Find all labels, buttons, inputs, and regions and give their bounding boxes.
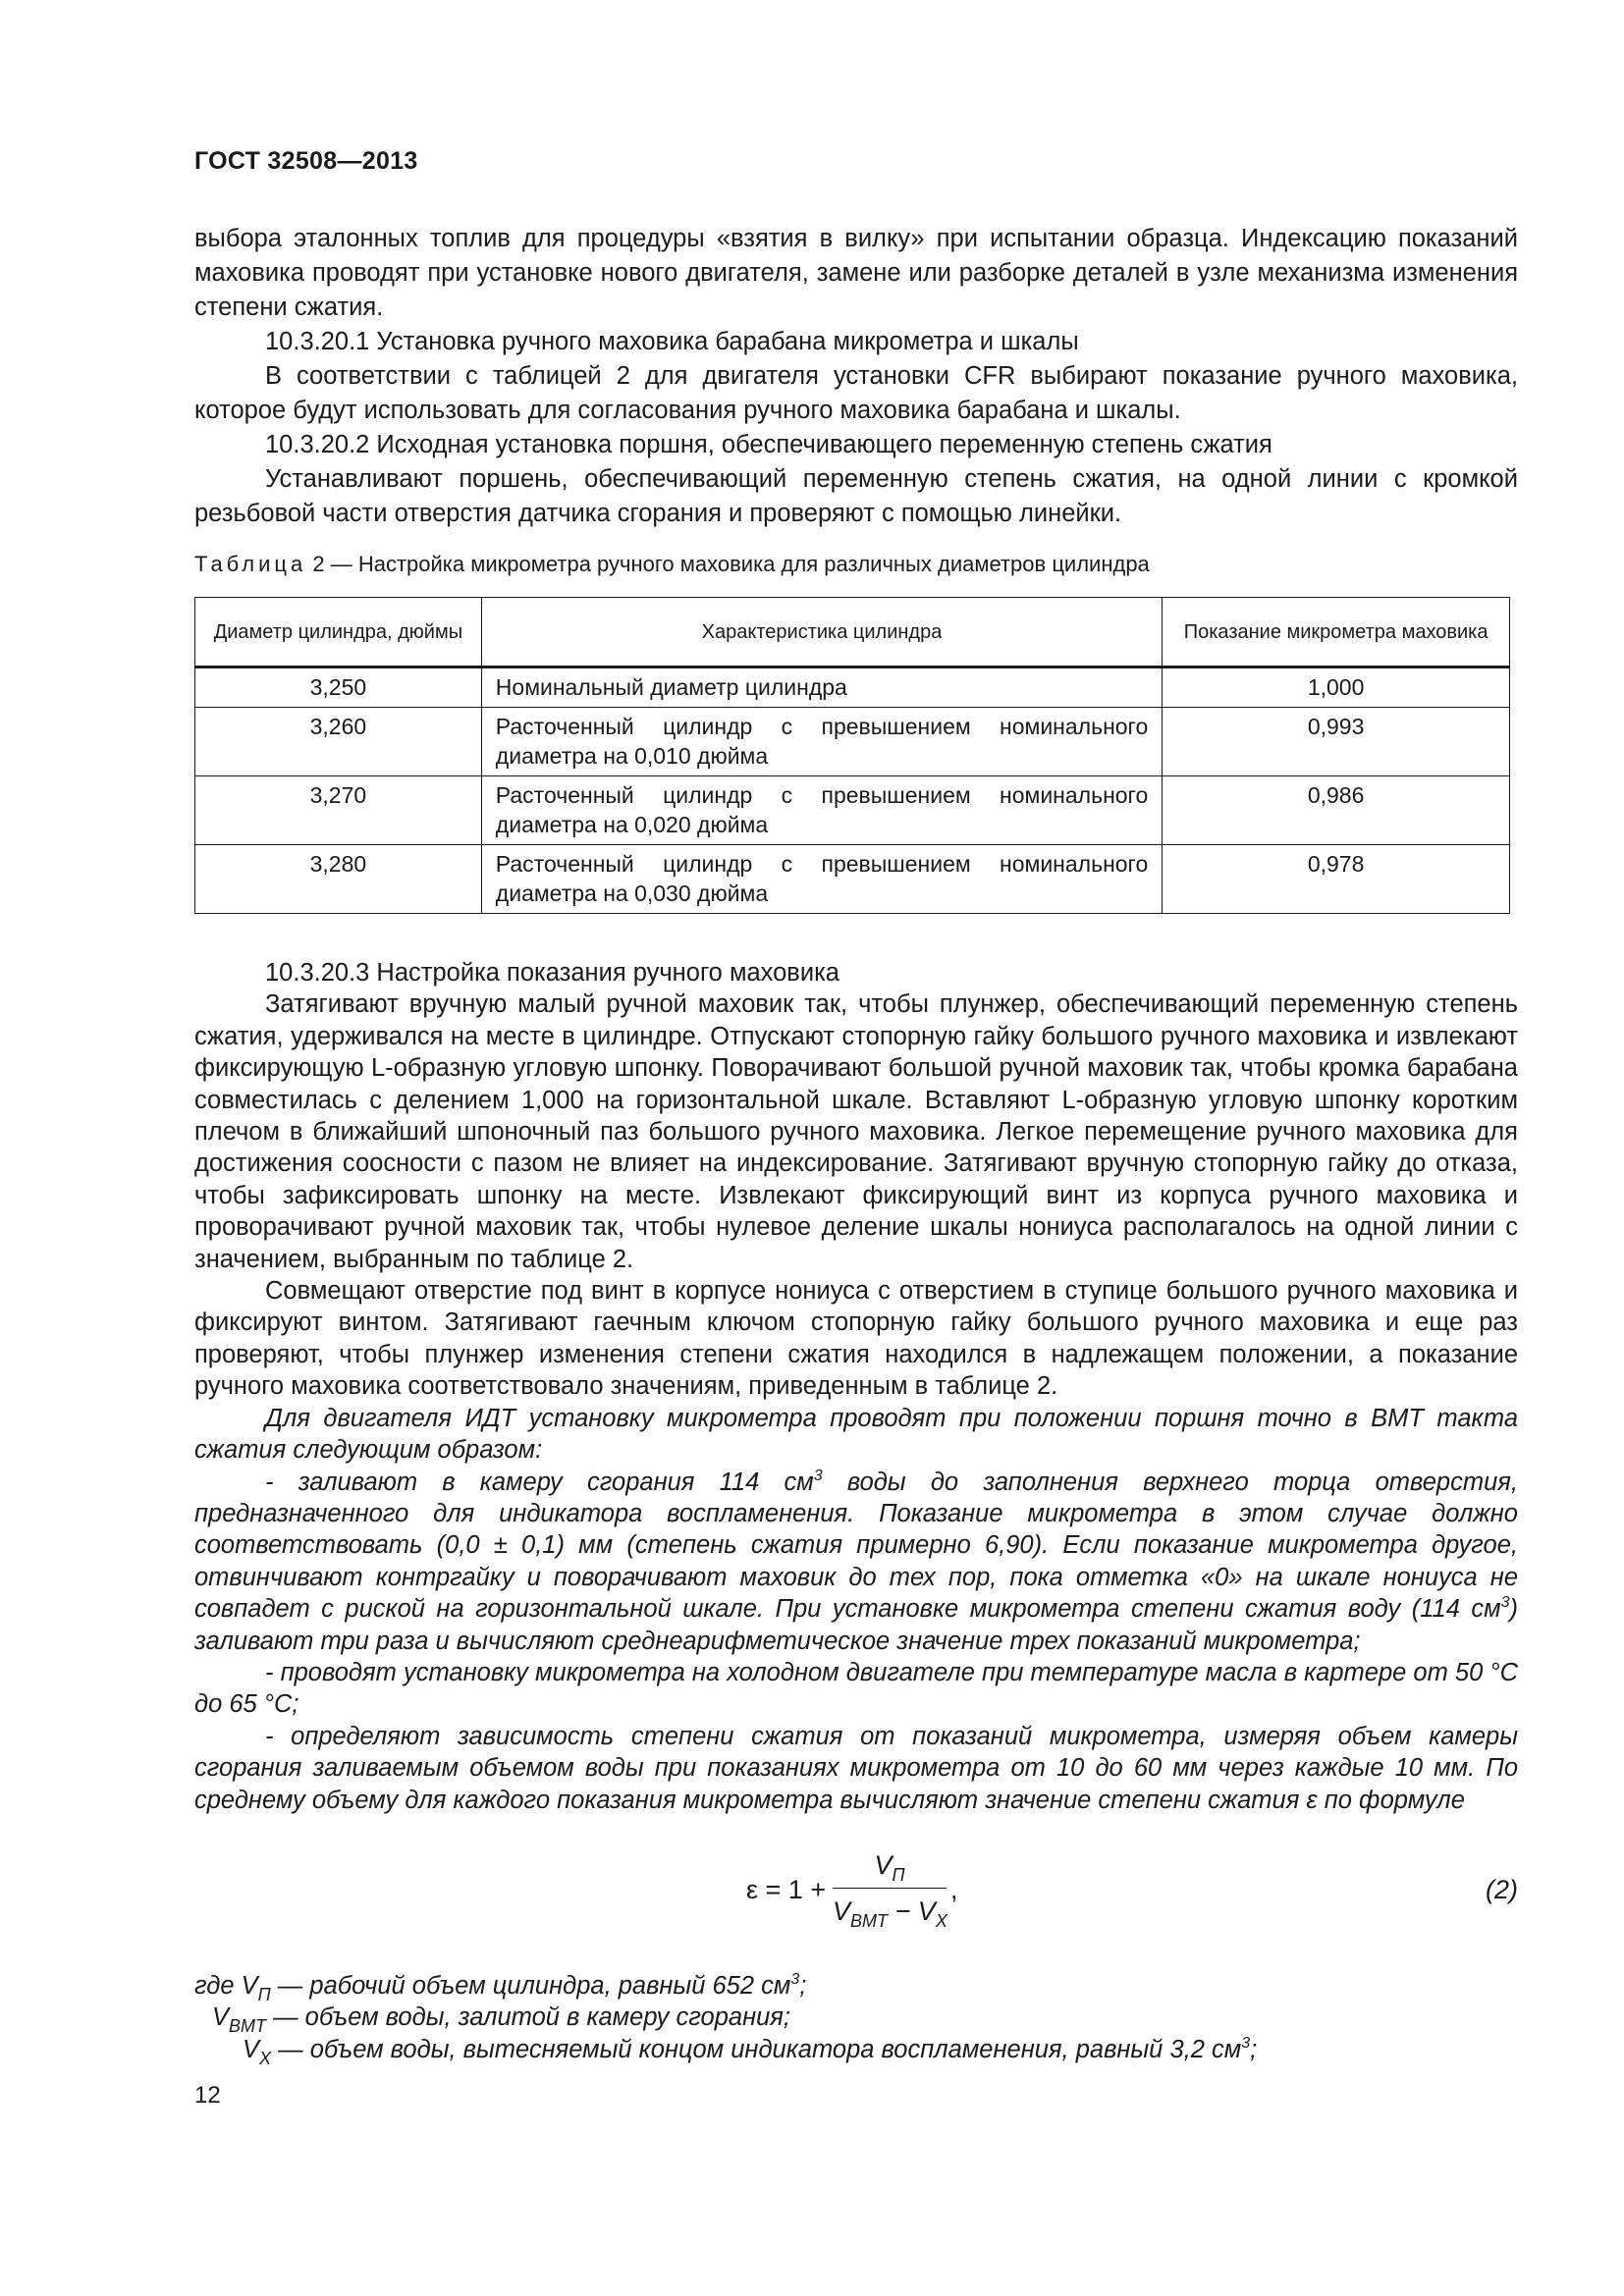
clause-heading: 10.3.20.3 Настройка показания ручного маховика xyxy=(265,959,839,987)
superscript: 3 xyxy=(790,1971,800,1988)
symbol: V xyxy=(833,1896,851,1926)
column-header: Диаметр цилиндра, дюймы xyxy=(195,598,482,667)
column-header: Показание микрометра маховика xyxy=(1163,598,1510,667)
minus-sign: − xyxy=(888,1896,918,1926)
list-item-text: ) заливают три раза и вычисляют среднеарифметическое значение трех показаний микрометра; xyxy=(194,1595,1518,1655)
definition-line xyxy=(194,2034,1518,2068)
subscript: X xyxy=(259,2048,272,2068)
symbol: V xyxy=(241,1972,258,2000)
clause-heading: 10.3.20.1 Установка ручного маховика барабана микрометра и шкалы xyxy=(265,328,1079,355)
definition-prefix: где xyxy=(194,1972,242,2000)
section-text-main xyxy=(194,957,1518,1816)
list-item-text: - заливают в камеру сгорания 114 см xyxy=(265,1468,814,1496)
column-header: Характеристика цилиндра xyxy=(481,598,1162,667)
superscript: 3 xyxy=(1241,2034,1251,2052)
paragraph: В соответствии с таблицей 2 для двигателя установки CFR выбирают показание ручного маховика, которое будут использовать для согласования ручного маховика барабана и шкалы. xyxy=(194,362,1518,424)
table-cell: Расточенный цилиндр с превышением номинального диаметра на 0,010 дюйма xyxy=(481,708,1162,776)
symbol: V xyxy=(874,1850,893,1880)
punctuation: ; xyxy=(1250,2035,1258,2063)
table-cell: 1,000 xyxy=(1163,667,1510,708)
symbol: V xyxy=(212,2003,230,2032)
symbol: V xyxy=(917,1896,936,1926)
paragraph: Устанавливают поршень, обеспечивающий переменную степень сжатия, на одной линии с кромкой резьбовой части отверстия датчика сгорания и проверяют с помощью линейки. xyxy=(194,465,1518,527)
formula-definitions xyxy=(194,1970,1518,2068)
definition-line xyxy=(194,2002,1518,2037)
subscript: ВМТ xyxy=(850,1911,889,1931)
list-item-text: воды до заполнения верхнего торца отверстия, предназначенного для индикатора воспламенения. Показание микрометра в этом случае должно соответствовать (0,0 ± 0,1) мм (степень сжатия примерно 6,90). Если показание микрометра другое, отвинчивают контргайку и поворачивают маховик до тех пор, пока отметка «0» на шкале нониуса не совпадет с риской на горизонтальной шкале. При установке микрометра степени сжатия воду (114 см xyxy=(194,1468,1518,1624)
formula-lhs: ε = 1 + xyxy=(746,1875,827,1904)
definition-line xyxy=(194,1970,1518,2002)
symbol: V xyxy=(243,2035,260,2063)
formula-denominator xyxy=(833,1892,947,1931)
formula-number: (2) xyxy=(1486,1875,1518,1904)
punctuation: ; xyxy=(799,1972,807,2000)
section-text-top xyxy=(194,222,1518,531)
table-caption xyxy=(194,550,1150,579)
table-cell: 0,978 xyxy=(1163,845,1510,914)
table-cell: Расточенный цилиндр с превышением номинального диаметра на 0,020 дюйма xyxy=(481,776,1162,845)
document-header: ГОСТ 32508—2013 xyxy=(194,147,418,175)
superscript: 3 xyxy=(1500,1594,1510,1612)
superscript: 3 xyxy=(813,1467,823,1484)
definition-text: — рабочий объем цилиндра, равный 652 см xyxy=(270,1972,791,2000)
table-cell: 3,280 xyxy=(195,845,482,914)
paragraph: Совмещают отверстие под винт в корпусе нониуса с отверстием в ступице большого ручного маховика и фиксируют винтом. Затягивают гаечным ключом стопорную гайку большого ручного маховика и еще раз проверяют, чтобы плунжер изменения степени сжатия находился в надлежащем положении, а показание ручного маховика соответствовало значениям, приведенным в таблице 2. xyxy=(194,1277,1518,1401)
list-item xyxy=(194,1467,1518,1657)
table-caption-label: Таблица xyxy=(194,552,307,576)
list-item: - определяют зависимость степени сжатия от показаний микрометра, измеряя объем камеры сгорания заливаемым объемом воды при показаниях микрометра от 10 до 60 мм через каждые 10 мм. По среднему объему для каждого показания микрометра вычисляют значение степени сжатия ε по формуле xyxy=(194,1722,1518,1814)
table-cell: 3,270 xyxy=(195,776,482,845)
compression-ratio-formula xyxy=(746,1845,1518,1944)
table-row xyxy=(195,667,1510,708)
fraction-bar xyxy=(833,1888,947,1889)
formula-fraction xyxy=(833,1845,947,1931)
table-row xyxy=(195,776,1510,845)
table-header-row xyxy=(195,598,1510,667)
table-cell: 3,250 xyxy=(195,667,482,708)
subscript: X xyxy=(935,1911,947,1931)
table-cell: 3,260 xyxy=(195,708,482,776)
paragraph: Затягивают вручную малый ручной маховик так, чтобы плунжер, обеспечивающий переменную степень сжатия, удерживался на месте в цилиндре. Отпускают стопорную гайку большого ручного маховика и извлекают фиксирующую L-образную угловую шпонку. Поворачивают большой ручной маховик так, чтобы кромка барабана совместилась с делением 1,000 на горизонтальной шкале. Вставляют L-образную угловую шпонку коротким плечом в ближайший шпоночный паз большого ручного маховика. Легкое перемещение ручного маховика для достижения соосности с пазом не влияет на индексирование. Затягивают вручную стопорную гайку до отказа, чтобы зафиксировать шпонку на месте. Извлекают фиксирующий винт из корпуса ручного маховика и проворачивают ручной маховик так, чтобы нулевое деление шкалы нониуса располагалось на одной линии с значением, выбранным по таблице 2. xyxy=(194,990,1518,1273)
formula-comma: , xyxy=(950,1875,958,1904)
clause-heading: 10.3.20.2 Исходная установка поршня, обеспечивающего переменную степень сжатия xyxy=(265,431,1272,458)
table-cell: 0,986 xyxy=(1163,776,1510,845)
definition-text: — объем воды, вытесняемый концом индикатора воспламенения, равный 3,2 см xyxy=(271,2035,1242,2063)
paragraph: выбора эталонных топлив для процедуры «взятия в вилку» при испытании образца. Индексацию показаний маховика проводят при установке нового двигателя, замене или разборке деталей в узле механизма изменения степени сжатия. xyxy=(194,225,1518,321)
subscript: ВМТ xyxy=(229,2016,267,2037)
paragraph-italic: Для двигателя ИДТ установку микрометра проводят при положении поршня точно в ВМТ такта сжатия следующим образом: xyxy=(194,1404,1518,1465)
table-cell: Номинальный диаметр цилиндра xyxy=(481,667,1162,708)
definition-text: — объем воды, залитой в камеру сгорания; xyxy=(266,2003,791,2032)
table-caption-text: 2 — Настройка микрометра ручного маховика для различных диаметров цилиндра xyxy=(306,552,1150,576)
table-cell: Расточенный цилиндр с превышением номинального диаметра на 0,030 дюйма xyxy=(481,845,1162,914)
page-number: 12 xyxy=(194,2082,221,2109)
list-item: - проводят установку микрометра на холодном двигателе при температуре масла в картере от 50 °С до 65 °С; xyxy=(194,1658,1518,1719)
table-cell: 0,993 xyxy=(1163,708,1510,776)
table-row xyxy=(195,845,1510,914)
table-row xyxy=(195,708,1510,776)
formula-numerator xyxy=(833,1845,947,1885)
calibration-table xyxy=(194,597,1510,914)
subscript: П xyxy=(892,1865,905,1885)
subscript: П xyxy=(257,1985,271,2004)
